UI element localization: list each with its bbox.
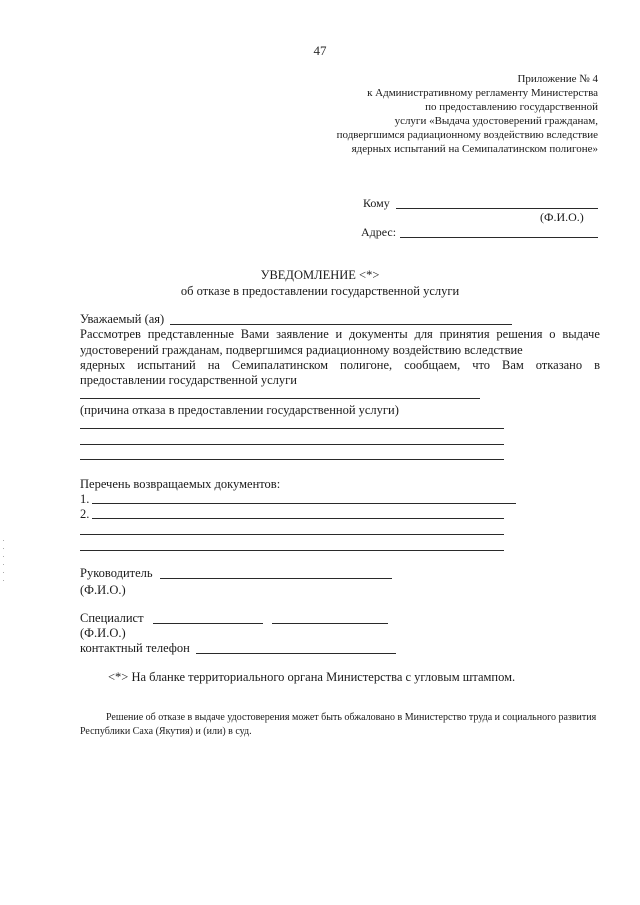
greeting-blank-line	[170, 324, 512, 325]
phone-label: контактный телефон	[80, 641, 190, 655]
appendix-line: услуги «Выдача удостоверений гражданам,	[394, 115, 598, 127]
appendix-line: к Административному регламенту Министерства	[367, 87, 598, 99]
reason-blank-line	[80, 398, 480, 399]
doc-item-1-line	[92, 503, 516, 504]
to-label: Кому	[363, 196, 390, 210]
page-number: 47	[313, 43, 327, 58]
specialist-fio: (Ф.И.О.)	[80, 626, 126, 640]
doc-item-2-number: 2.	[80, 507, 90, 521]
appendix-line: ядерных испытаний на Семипалатинском полигоне»	[351, 143, 598, 155]
reason-hint: (причина отказа в предоставлении государственной услуги)	[80, 403, 399, 417]
body-line-3: ядерных испытаний на Семипалатинском полигоне, сообщаем, что Вам отказано в	[80, 358, 600, 372]
doc-extra-line	[80, 534, 504, 535]
scan-margin-marks	[3, 540, 5, 590]
specialist-signature-line	[153, 623, 263, 624]
phone-blank-line	[196, 653, 396, 654]
address-blank-line	[400, 237, 598, 238]
appendix-line: подвергшимся радиационному воздействию вследствие	[336, 129, 598, 141]
head-signature-line	[160, 578, 392, 579]
specialist-name-line	[272, 623, 388, 624]
body-line-1: Рассмотрев представленные Вами заявление и документы для принятия решения о выдаче	[80, 327, 600, 341]
appeal-note: Решение об отказе в выдаче удостоверения может быть обжаловано в Министерство труда и социального развития Республики Саха (Якутия) и (или) в суд.	[80, 712, 597, 737]
notice-title: УВЕДОМЛЕНИЕ <*>	[260, 268, 380, 282]
doc-item-1-number: 1.	[80, 492, 90, 506]
head-fio: (Ф.И.О.)	[80, 583, 126, 597]
doc-extra-line	[80, 550, 504, 551]
footnote: <*> На бланке территориального органа Министерства с угловым штампом.	[108, 670, 516, 684]
reason-extra-line	[80, 428, 504, 429]
greeting-label: Уважаемый (ая)	[80, 312, 165, 326]
appendix-header	[238, 72, 598, 156]
head-label: Руководитель	[80, 566, 153, 580]
specialist-label: Специалист	[80, 611, 144, 625]
to-blank-line	[396, 208, 598, 209]
body-line-4: предоставлении государственной услуги	[80, 373, 297, 387]
returned-docs-label: Перечень возвращаемых документов:	[80, 477, 281, 491]
appendix-line: Приложение № 4	[517, 73, 598, 85]
notice-subtitle: об отказе в предоставлении государственной услуги	[180, 284, 460, 298]
body-line-2: удостоверений гражданам, подвергшимся радиационному воздействию вследствие	[80, 343, 523, 357]
reason-extra-line	[80, 459, 504, 460]
doc-item-2-line	[92, 518, 504, 519]
appendix-line: по предоставлению государственной	[425, 101, 598, 113]
reason-extra-line	[80, 444, 504, 445]
address-label: Адрес:	[361, 225, 397, 239]
to-fio-hint: (Ф.И.О.)	[540, 210, 584, 224]
